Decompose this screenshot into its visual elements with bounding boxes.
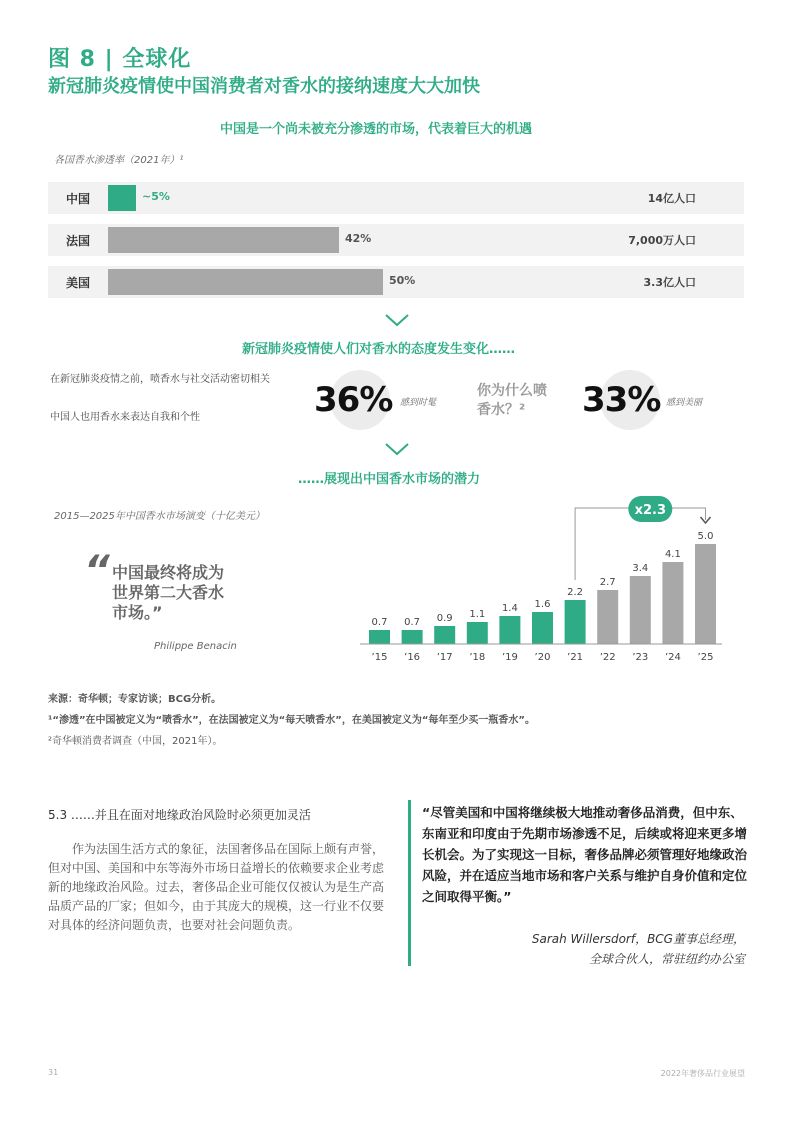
section3-heading: ……展现出中国香水市场的潜力 [298, 472, 481, 487]
chevron-down-icon [384, 313, 410, 327]
market-bar [467, 622, 488, 644]
market-year-label: ’15 [371, 652, 388, 663]
section1-heading: 中国是一个尚未被充分渗透的市场，代表着巨大的机遇 [220, 122, 533, 137]
market-value-label: 3.4 [632, 563, 649, 574]
stat-fashionable-value: 36% [314, 380, 393, 420]
market-bar [565, 600, 586, 644]
market-bar [369, 630, 390, 644]
country-label: 中国 [66, 192, 91, 206]
pull-quote-author-title: 全球合伙人，常驻纽约办公室 [588, 952, 745, 966]
market-bar [597, 590, 618, 644]
market-year-label: ’16 [404, 652, 421, 663]
population-label: 3.3亿人口 [643, 276, 696, 289]
market-year-label: ’17 [436, 652, 453, 663]
market-bar [499, 616, 520, 644]
market-value-label: 2.7 [599, 577, 616, 588]
country-label: 美国 [66, 276, 91, 290]
market-year-label: ’18 [469, 652, 486, 663]
pull-quote: “尽管美国和中国将继续极大地推动奢侈品消费，但中东、东南亚和印度由于先期市场渗透不足，后续或将迎来更多增长机会。为了实现这一目标，奢侈品牌必须管理好地缘政治风险，并在适应当地市场和客户关系与维护自身价值和定位之间取得平衡。” [422, 805, 748, 904]
market-bar [402, 630, 423, 644]
market-year-label: ’23 [632, 652, 649, 663]
penetration-chart-note: 各国香水渗透率（2021年）¹ [54, 155, 184, 166]
page-number: 31 [48, 1068, 59, 1077]
market-value-label: 1.4 [501, 603, 518, 614]
pull-quote-author: Sarah Willersdorf，BCG董事总经理， [531, 932, 745, 946]
market-bar [532, 612, 553, 644]
section-title: 5.3 ……并且在面对地缘政治风险时必须更加灵活 [48, 808, 311, 822]
figure-subtitle: 新冠肺炎疫情使中国消费者对香水的接纳速度大大加快 [48, 76, 480, 97]
population-label: 14亿人口 [647, 192, 696, 205]
market-value-label: 0.7 [404, 617, 421, 628]
market-year-label: ’24 [664, 652, 681, 663]
market-year-label: ’20 [534, 652, 551, 663]
market-chart-note: 2015—2025年中国香水市场演变（十亿美元） [54, 511, 265, 522]
quote-line: 世界第二大香水 [112, 583, 225, 602]
pull-quote-bar [408, 800, 411, 966]
market-value-label: 1.6 [534, 599, 551, 610]
multiplier-label: x2.3 [634, 503, 667, 518]
market-value-label: 1.1 [469, 609, 486, 620]
penetration-bar [108, 227, 339, 253]
market-value-label: 0.7 [371, 617, 388, 628]
penetration-value: 50% [389, 274, 416, 287]
body-paragraph: 作为法国生活方式的象征，法国奢侈品在国际上颇有声誉，但对中国、美国和中东等海外市场日益增长的依赖要求企业考虑新的地缘政治风险。过去，奢侈品企业可能仅仅被认为是生产高品质产品的厂家；但如今，由于其庞大的规模，这一行业不仅要对具体的经济问题负责，也要对社会问题负责。 [48, 842, 385, 932]
market-year-label: ’25 [697, 652, 714, 663]
market-value-label: 0.9 [436, 613, 453, 624]
penetration-row-usa [48, 266, 744, 298]
market-bar [434, 626, 455, 644]
section2-heading: 新冠肺炎疫情使人们对香水的态度发生变化…… [242, 342, 516, 357]
stat-beautiful-label: 感到美丽 [666, 398, 703, 408]
penetration-bar [108, 269, 383, 295]
benacin-quote-author: Philippe Benacin [154, 641, 237, 652]
penetration-row-france [48, 224, 744, 256]
market-value-label: 5.0 [697, 531, 714, 542]
market-evolution-chart [356, 492, 736, 670]
chevron-down-icon [384, 442, 410, 456]
country-label: 法国 [66, 234, 91, 248]
penetration-value: ~5% [142, 190, 170, 203]
market-value-label: 2.2 [567, 587, 584, 598]
market-year-label: ’21 [567, 652, 584, 663]
market-bar [695, 544, 716, 644]
quote-mark: “ [84, 548, 110, 594]
benacin-quote [112, 563, 224, 623]
figure-title: 图 8 | 全球化 [48, 47, 192, 72]
question-text: 你为什么喷香水？² [477, 383, 547, 418]
quote-line: 中国最终将成为 [112, 563, 225, 582]
penetration-bar [108, 185, 136, 211]
footnote-2: ²奇华顿消费者调查（中国，2021年）。 [48, 736, 223, 747]
quote-line: 市场。” [112, 603, 163, 622]
self-expression-text: 中国人也用香水来表达自我和个性 [50, 412, 200, 423]
market-year-label: ’22 [599, 652, 616, 663]
market-value-label: 4.1 [664, 549, 681, 560]
penetration-row-china [48, 182, 744, 214]
stat-fashionable-label: 感到时髦 [400, 398, 437, 408]
report-name: 2022年奢侈品行业展望 [660, 1069, 745, 1078]
market-bar [630, 576, 651, 644]
market-bar [662, 562, 683, 644]
stat-beautiful-value: 33% [582, 380, 661, 420]
source-note: 来源：奇华顿；专家访谈；BCG分析。 [48, 694, 222, 705]
market-year-label: ’19 [501, 652, 518, 663]
pre-covid-text: 在新冠肺炎疫情之前，喷香水与社交活动密切相关 [50, 374, 270, 385]
footnote-1: ¹“渗透”在中国被定义为“喷香水”，在法国被定义为“每天喷香水”，在美国被定义为“每年至少买一瓶香水”。 [48, 715, 535, 726]
penetration-value: 42% [345, 232, 372, 245]
population-label: 7,000万人口 [628, 234, 696, 247]
